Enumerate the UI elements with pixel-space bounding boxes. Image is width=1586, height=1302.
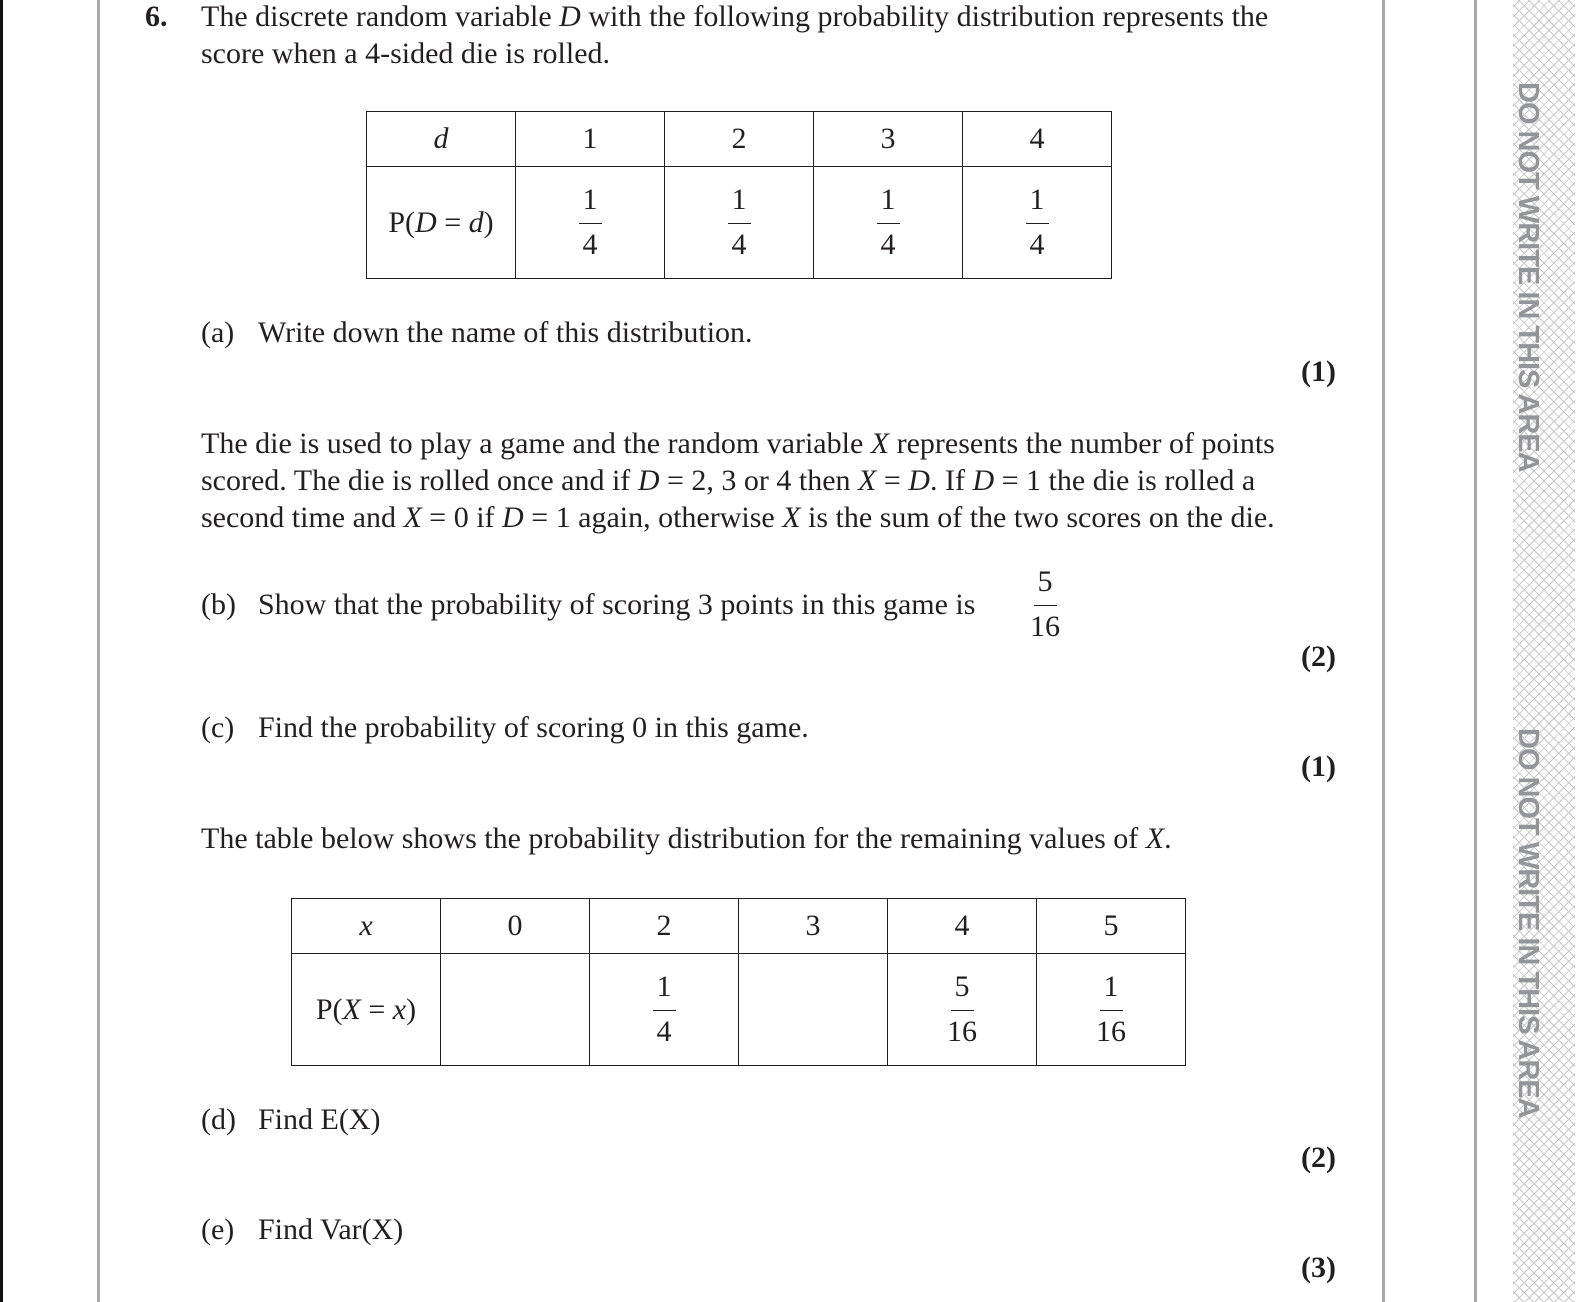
math-variable: D [908,464,930,497]
part-e-label: (e) [201,1213,235,1246]
part-a-label: (a) [201,316,235,349]
text-segment: is the sum of the two scores on the die. [800,501,1275,534]
text-segment: score when a 4-sided die is rolled. [201,37,611,70]
math-variable: X [870,427,890,460]
math-variable: D [559,0,581,33]
value-cell: 1 [516,112,665,167]
fraction-numerator: 1 [653,972,676,1011]
math-variable: X [403,501,422,534]
text-segment: = 2, 3 or 4 then [659,464,859,497]
right-margin-line [1382,0,1385,1302]
distribution-table-d [366,111,1112,279]
fraction-denominator: 4 [731,228,747,261]
part-c-text: Find the probability of scoring 0 in this game. [258,711,809,744]
fraction-numerator: 1 [1026,185,1049,224]
header-cell: d [367,112,516,167]
fraction-denominator: 16 [947,1015,977,1048]
intro-line-1 [201,0,1268,34]
value-cell: 0 [441,899,590,954]
text-segment: = 0 if [421,501,503,534]
margin-warning-top: DO NOT WRITE IN THIS AREA [1512,82,1544,472]
table-row-values [367,112,1112,167]
value-cell: 2 [665,112,814,167]
table-intro [201,822,1172,856]
value-cell: 4 [963,112,1112,167]
fraction-denominator: 16 [1096,1015,1126,1048]
fraction [877,185,900,260]
fraction-numerator: 1 [579,185,602,224]
math-variable: X [782,501,801,534]
part-e-marks: (3) [1301,1251,1336,1284]
math-variable: D [637,464,660,497]
fraction-denominator: 4 [1029,228,1045,261]
table-row-probabilities [367,167,1112,279]
fraction [728,185,751,260]
value-cell: 5 [1037,899,1186,954]
part-b-fraction [1030,567,1060,642]
part-e-text: Find Var(X) [258,1213,404,1246]
intro-line-2 [201,37,610,71]
row-label-cell: P(D = d) [367,167,516,279]
table-row-values [292,899,1186,954]
question-number: 6. [145,0,168,33]
prob-cell-empty [441,954,590,1066]
part-d-text: Find E(X) [258,1103,381,1136]
value-cell: 3 [739,899,888,954]
distribution-table-x [291,898,1186,1066]
fraction [1096,972,1126,1047]
value-cell: 4 [888,899,1037,954]
fraction [579,185,602,260]
prob-cell [814,167,963,279]
part-b-text: Show that the probability of scoring 3 points in this game is [258,588,976,621]
game-line-1 [201,427,1275,461]
part-c-label: (c) [201,711,235,744]
outer-margin-line [1474,0,1477,1302]
math-variable: X [1145,822,1165,855]
fraction-denominator: 4 [880,228,896,261]
value-cell: 2 [590,899,739,954]
text-segment: . If [929,464,973,497]
text-segment: with the following probability distribution represents the [580,0,1269,33]
game-line-2 [201,464,1255,498]
table-row-probabilities [292,954,1186,1066]
fraction-denominator: 4 [582,228,598,261]
text-segment: The table below shows the probability distribution for the remaining values of [201,822,1146,855]
math-variable: D [502,501,524,534]
left-margin-line [97,0,100,1302]
fraction-numerator: 5 [951,972,974,1011]
part-b-label: (b) [201,588,236,621]
text-segment: The discrete random variable [201,0,560,33]
part-a-text: Write down the name of this distribution. [258,316,753,349]
page-left-edge [0,0,3,1302]
part-a-marks: (1) [1301,355,1336,388]
fraction [947,972,977,1047]
math-variable: X [858,464,877,497]
part-d-marks: (2) [1301,1141,1336,1174]
text-segment: second time and [201,501,404,534]
text-segment: . [1164,822,1172,855]
text-segment: The die is used to play a game and the random variable [201,427,871,460]
margin-warning-bottom: DO NOT WRITE IN THIS AREA [1512,728,1544,1118]
fraction-numerator: 1 [877,185,900,224]
text-segment: represents the number of points [889,427,1275,460]
text-segment: scored. The die is rolled once and if [201,464,638,497]
text-segment: = 1 the die is rolled a [994,464,1256,497]
fraction-numerator: 1 [728,185,751,224]
fraction-numerator: 1 [1100,972,1123,1011]
part-c-marks: (1) [1301,750,1336,783]
row-label-cell: P(X = x) [292,954,441,1066]
math-variable: D [972,464,995,497]
fraction [653,972,676,1047]
part-d-label: (d) [201,1103,236,1136]
text-segment: = [876,464,909,497]
fraction-denominator: 16 [1030,610,1060,643]
fraction [1026,185,1049,260]
fraction-numerator: 5 [1034,567,1057,606]
prob-cell [516,167,665,279]
header-cell: x [292,899,441,954]
value-cell: 3 [814,112,963,167]
fraction-denominator: 4 [656,1015,672,1048]
prob-cell [665,167,814,279]
prob-cell-empty [739,954,888,1066]
prob-cell [590,954,739,1066]
prob-cell [888,954,1037,1066]
text-segment: = 1 again, otherwise [523,501,783,534]
part-b-marks: (2) [1301,640,1336,673]
prob-cell [963,167,1112,279]
prob-cell [1037,954,1186,1066]
game-line-3 [201,501,1275,535]
